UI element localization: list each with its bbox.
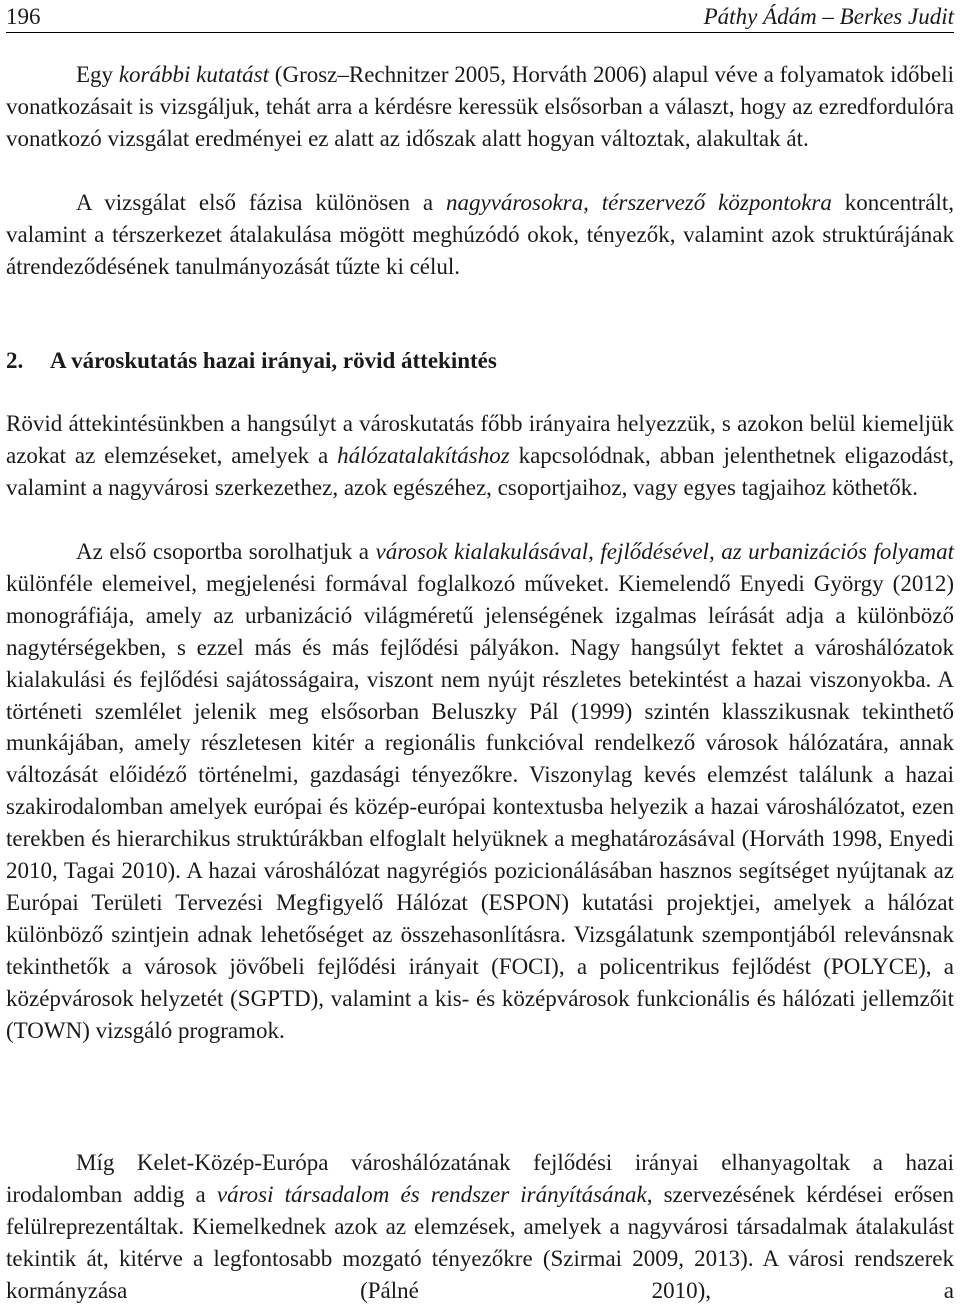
paragraph-central-europe — [6, 1147, 954, 1307]
p5-text-start: Míg Kelet-Közép-Európa városhálózatának fejlődési irányai elhanyagoltak a hazai irodalomban addig a — [6, 1150, 954, 1207]
paragraph-intro — [6, 59, 954, 155]
running-title: Páthy Ádám – Berkes Judit — [703, 4, 954, 29]
paragraph-first-group — [6, 536, 954, 1047]
p2-text-end: koncentrált, valamint a térszerkezet átalakulása mögött meghúzódó okok, tényezők, valamint azok struktúrájának átrendeződésének tanulmányozását tűzte ki célul. — [6, 190, 954, 279]
paragraph-first-phase — [6, 187, 954, 283]
p4-text-end: különféle elemeivel, megjelenési formával foglalkozó műveket. Kiemelendő Enyedi György (2012) monográfiája, amely az urbanizáció világméretű jelenségének izgalmas leírását adja a különböző nagytérségekben, s ezzel más és más fejlődési pályákon. Nagy hangsúlyt fektet a városhálózatok kialakulási és fejlődési sajátosságaira, viszont nem nyújt részletes betekintést a hazai viszonyokba. A történeti szemlélet jelenik meg elsősorban Beluszky Pál (1999) szintén klasszikusnak tekinthető munkájában, amely részletesen kitér a regionális funkcióval rendelkező városok hálózatára, annak változását előidéző történelmi, gazdasági tényezőkre. Viszonylag kevés elemzést találunk a hazai szakirodalomban amelyek európai és közép-európai kontextusba helyezik a hazai városhálózatot, ezen terekben és hierarchikus struktúrákban elfoglalt helyüknek a meghatározásával (Horváth 1998, Enyedi 2010, Tagai 2010). A hazai városhálózat nagyrégiós pozicionálásában hasznos segítséget nyújtanak az Európai Területi Tervezési Megfigyelő Hálózat (ESPON) kutatási projektjei, amelyek a hálózat különböző szintjein adnak lehetőséget az összehasonlításra. Vizsgálatunk szempontjából relevánsnak tekinthetők a városok jövőbeli fejlődési irányait (FOCI), a policentrikus fejlődést (POLYCE), a középvárosok helyzetét (SGPTD), valamint a kis- és középvárosok funkcionális és hálózati jellemzőit (TOWN) vizsgáló programok. — [6, 570, 954, 1043]
p1-text-end: (Grosz–Rechnitzer 2005, Horváth 2006) alapul véve a folyamatok időbeli vonatkozásait is vizsgáljuk, tehát arra a kérdésre keressük elsősorban a választ, hogy az ezredfordulóra vonatkozó vizsgálat eredményei ez alatt az időszak alatt hogyan változtak, alakultak át. — [6, 62, 954, 151]
section-number: 2. — [6, 348, 24, 373]
page-header — [6, 2, 954, 33]
p3-text-start: Rövid áttekintésünkben a hangsúlyt a városkutatás főbb irányaira helyezzük, s azokon belül kiemeljük azokat az elemzéseket, amelyek a — [6, 411, 954, 468]
p4-text-start: Az első csoportba sorolhatjuk a — [76, 539, 376, 564]
section-heading — [6, 345, 954, 377]
paragraph-overview — [6, 408, 954, 504]
p2-text-start: A vizsgálat első fázisa különösen a — [76, 190, 446, 215]
p1-emphasis: korábbi kutatást — [118, 62, 270, 87]
p1-text-start: Egy — [76, 62, 119, 87]
page-number: 196 — [6, 4, 41, 29]
p5-text-end: , szervezésének kérdései erősen felülreprezentáltak. Kiemelkednek azok az elemzések, amelyek a nagyvárosi társadalmak átalakulást tekintik át, kitérve a legfontosabb mozgató tényezőkre (Szirmai 2009, 2013). A városi rendszerek kormányzása (Pálné 2010), a — [6, 1181, 954, 1303]
p3-emphasis: hálózatalakításhoz — [337, 442, 510, 468]
p5-emphasis: városi társadalom és rendszer irányításának — [216, 1181, 647, 1207]
p2-emphasis: nagyvárosokra, térszervező központokra — [445, 190, 832, 215]
section-title: A városkutatás hazai irányai, rövid áttekintés — [50, 348, 497, 373]
p3-text-end: kapcsolódnak, abban jelenthetnek eligazodást, valamint a nagyvárosi szerkezethez, azok egészéhez, csoportjaihoz, vagy egyes tagjaihoz köthetők. — [6, 442, 955, 500]
p4-emphasis: városok kialakulásával, fejlődésével, az urbanizációs folyamat — [375, 539, 955, 564]
